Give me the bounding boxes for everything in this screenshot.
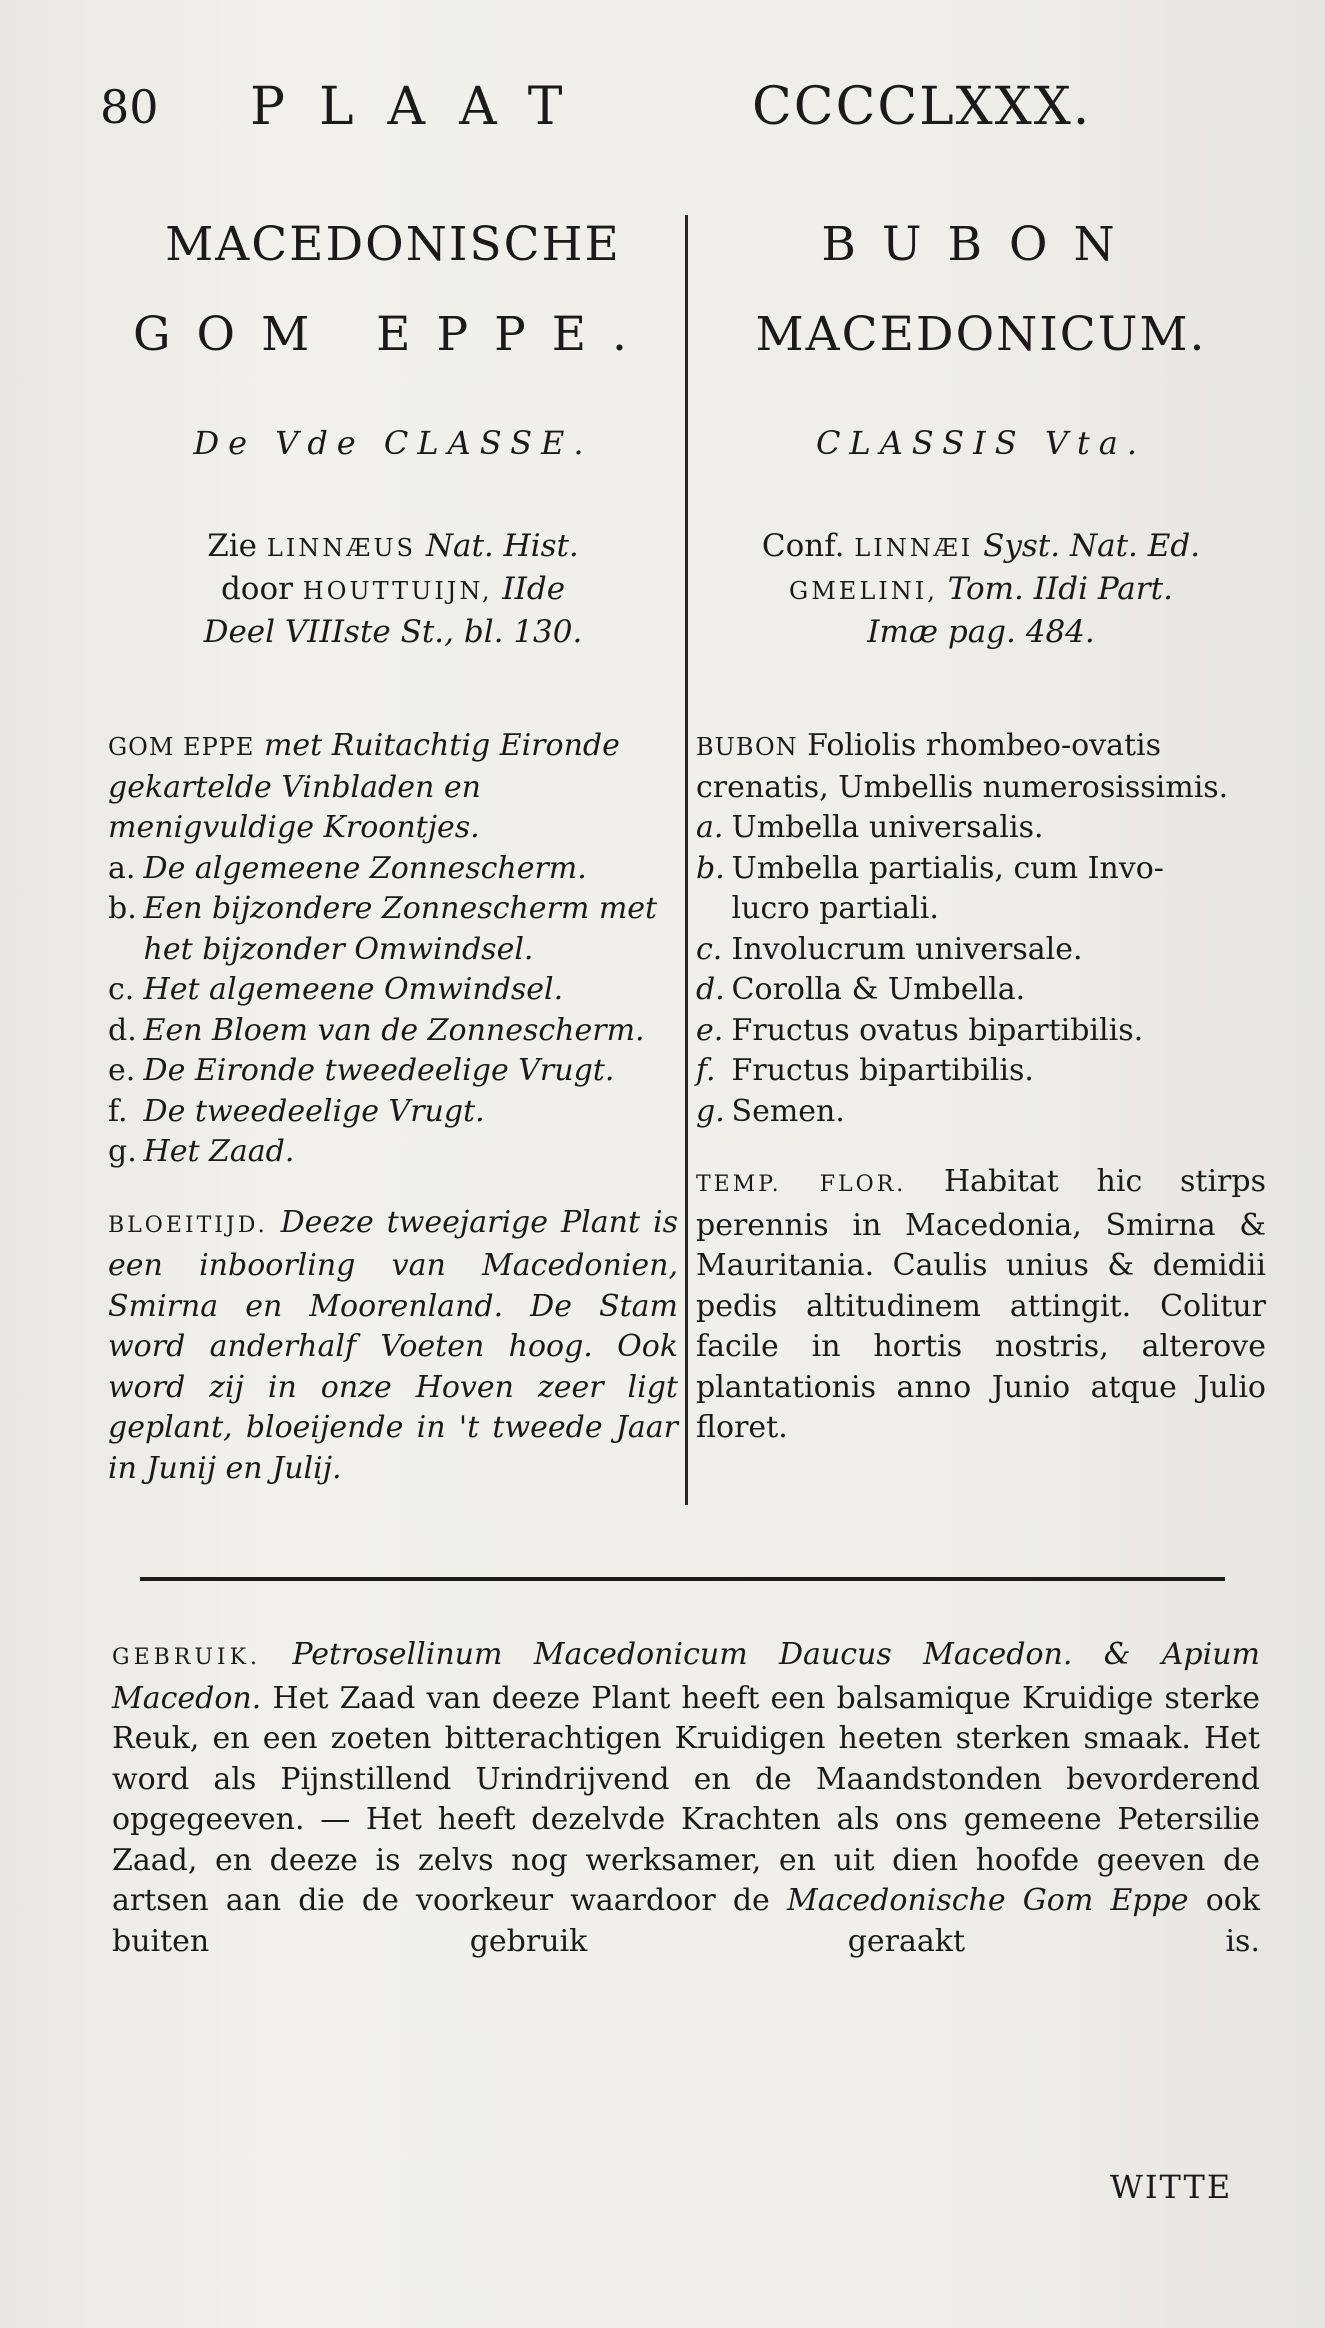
figure-list-item <box>696 849 1266 890</box>
figure-item-text: Corolla & Umbella. <box>731 972 1026 1007</box>
gebruik-paragraph <box>112 1635 1260 1962</box>
figure-item-label: d. <box>696 972 725 1007</box>
figure-list-item <box>696 1051 1266 1092</box>
figure-list-item <box>108 1051 678 1092</box>
figure-list-item <box>696 889 1266 930</box>
gebruik-label: GEBRUIK. <box>112 1645 262 1670</box>
figure-item-label: b. <box>108 891 137 926</box>
ref-zie: Zie <box>207 528 258 564</box>
ref-deel: Deel VIIIste St., bl. 130. <box>203 614 583 650</box>
dutch-title-line2: GOM EPPE. <box>133 307 653 362</box>
figure-item-label: c. <box>108 972 135 1007</box>
bloeitijd-text: Deeze tweejarige Plant is een inboorling van Macedonien, Smirna en Moorenland. De Stam word anderhalf Voeten hoog. Ook word zij in onze Hoven zeer ligt geplant, bloeijende in 't tweede Jaar in Junij en Julij. <box>108 1204 678 1486</box>
latin-temp-flor <box>696 1162 1266 1449</box>
dutch-bloeitijd <box>108 1203 678 1490</box>
dutch-title-line1: MACEDONISCHE <box>165 217 621 272</box>
figure-list-item <box>108 1011 678 1052</box>
figure-list-item <box>696 930 1266 971</box>
figure-item-text: Het Zaad. <box>143 1134 295 1169</box>
figure-item-label: e. <box>108 1053 136 1088</box>
figure-item-text: De Eironde tweedeelige Vrugt. <box>143 1053 615 1088</box>
figure-item-text: lucro partiali. <box>731 891 939 926</box>
latin-reference <box>696 526 1266 654</box>
ref-door: door <box>220 571 293 607</box>
gebruik-text: Het Zaad van deeze Plant heeft een balsamique Kruidige sterke Reuk, en een zoeten bitterachtigen Kruidigen heeten sterken smaak. Het word als Pijnstillend Urindrijvend en de Maandstonden bevorderend opgegeeven. — Het heeft dezelvde Krachten als ons gemeene Petersilie Zaad, en deeze is zelvs nog werksamer, en uit dien hoofde geeven de artsen aan die de voorkeur waardoor de <box>112 1680 1260 1918</box>
latin-description <box>696 726 1266 1132</box>
ref-houttuijn: HOUTTUIJN, <box>302 577 493 605</box>
figure-list-item <box>108 970 678 1011</box>
temp-flor-text: Habitat hic stirps perennis in Macedonia, Smirna & Mauritania. Caulis unius & demidii pedis altitudinem attingit. Colitur facile in hortis nostris, alterove plantationis anno Junio atque Julio floret. <box>696 1164 1266 1445</box>
column-divider <box>685 215 688 1505</box>
gebruik-plant-name: Macedonische Gom Eppe <box>787 1883 1189 1918</box>
figure-list-item <box>696 1092 1266 1133</box>
ref-tom: Tom. IIdi Part. <box>947 571 1173 607</box>
horizontal-rule <box>140 1577 1225 1581</box>
ref-nat-hist: Nat. Hist. <box>425 528 579 564</box>
figure-list-item <box>108 1092 678 1133</box>
figure-list-item <box>108 889 678 930</box>
plate-number: CCCCLXXX. <box>752 77 1092 137</box>
figure-item-text: Een Bloem van de Zonnescherm. <box>143 1012 645 1048</box>
figure-item-label: g. <box>108 1134 137 1169</box>
bloeitijd-label: BLOEITIJD. <box>108 1212 268 1238</box>
figure-item-label: c. <box>696 931 723 967</box>
dutch-column <box>108 200 678 1489</box>
figure-item-label: d. <box>108 1012 137 1048</box>
dutch-description <box>108 726 678 1173</box>
ref-conf: Conf. <box>761 528 845 564</box>
dutch-desc-genus: GOM EPPE <box>108 733 255 761</box>
latin-title-line1: BUBON <box>821 217 1141 272</box>
figure-item-label: g. <box>696 1093 725 1129</box>
latin-desc-text: Foliolis rhombeo-ovatis crenatis, Umbellis numerosissimis. <box>696 728 1229 805</box>
figure-item-text: Een bijzondere Zonnescherm met <box>143 891 658 926</box>
page-number: 80 <box>100 80 159 134</box>
figure-list-item <box>696 1011 1266 1052</box>
gebruik-text-end: ook buiten gebruik geraakt is. <box>112 1883 1261 1959</box>
figure-item-text: Semen. <box>731 1093 845 1129</box>
ref-syst: Syst. Nat. Ed. <box>983 528 1201 564</box>
ref-linnaeus: LINNÆUS <box>266 534 416 562</box>
figure-list-item <box>108 930 678 971</box>
latin-figure-list <box>696 808 1266 1132</box>
figure-item-text: Het algemeene Omwindsel. <box>143 972 564 1007</box>
figure-list-item <box>696 808 1266 849</box>
plaat-word: PLAAT <box>250 77 597 137</box>
figure-item-text: Involucrum universale. <box>731 931 1083 967</box>
ref-gmelini: GMELINI, <box>789 577 938 605</box>
temp-flor-label: TEMP. FLOR. <box>696 1172 907 1197</box>
dutch-figure-list <box>108 849 678 1173</box>
figure-item-text: Umbella partialis, cum Invo- <box>731 850 1164 886</box>
figure-list-item <box>108 849 678 890</box>
figure-item-text: Fructus bipartibilis. <box>731 1053 1034 1088</box>
figure-list-item <box>108 1132 678 1173</box>
figure-list-item <box>696 970 1266 1011</box>
dutch-desc-text: met Ruitachtig Eironde gekartelde Vinbladen en menigvuldige Kroontjes. <box>108 728 620 845</box>
page-header <box>100 72 1100 142</box>
figure-item-text: De tweedeelige Vrugt. <box>143 1093 485 1129</box>
figure-item-label: a. <box>696 810 724 845</box>
figure-item-label: f. <box>108 1093 128 1129</box>
latin-title-line2: MACEDONICUM. <box>755 307 1207 362</box>
figure-item-text: het bijzonder Omwindsel. <box>143 931 534 967</box>
ref-pag: Imæ pag. 484. <box>867 614 1095 650</box>
gebruik-synonyms: Petrosellinum Macedonicum Daucus Macedon. & Apium Macedon. <box>112 1637 1260 1716</box>
catchword: WITTE <box>1110 2168 1233 2206</box>
figure-item-label: a. <box>108 850 136 886</box>
figure-item-label: f. <box>696 1053 716 1088</box>
figure-item-text: De algemeene Zonnescherm. <box>143 850 587 886</box>
dutch-classe: De Vde CLASSE. <box>193 424 593 462</box>
ref-deel-ii: IIde <box>502 571 566 607</box>
figure-item-text: Umbella universalis. <box>731 810 1044 845</box>
dutch-reference <box>108 526 678 654</box>
latin-desc-genus: BUBON <box>696 733 798 761</box>
figure-item-label: e. <box>696 1012 724 1048</box>
latin-classis: CLASSIS Vta. <box>815 424 1147 462</box>
figure-item-label: b. <box>696 850 725 886</box>
ref-linnaei: LINNÆI <box>854 534 974 562</box>
latin-column <box>696 200 1266 1449</box>
figure-item-text: Fructus ovatus bipartibilis. <box>731 1012 1144 1048</box>
